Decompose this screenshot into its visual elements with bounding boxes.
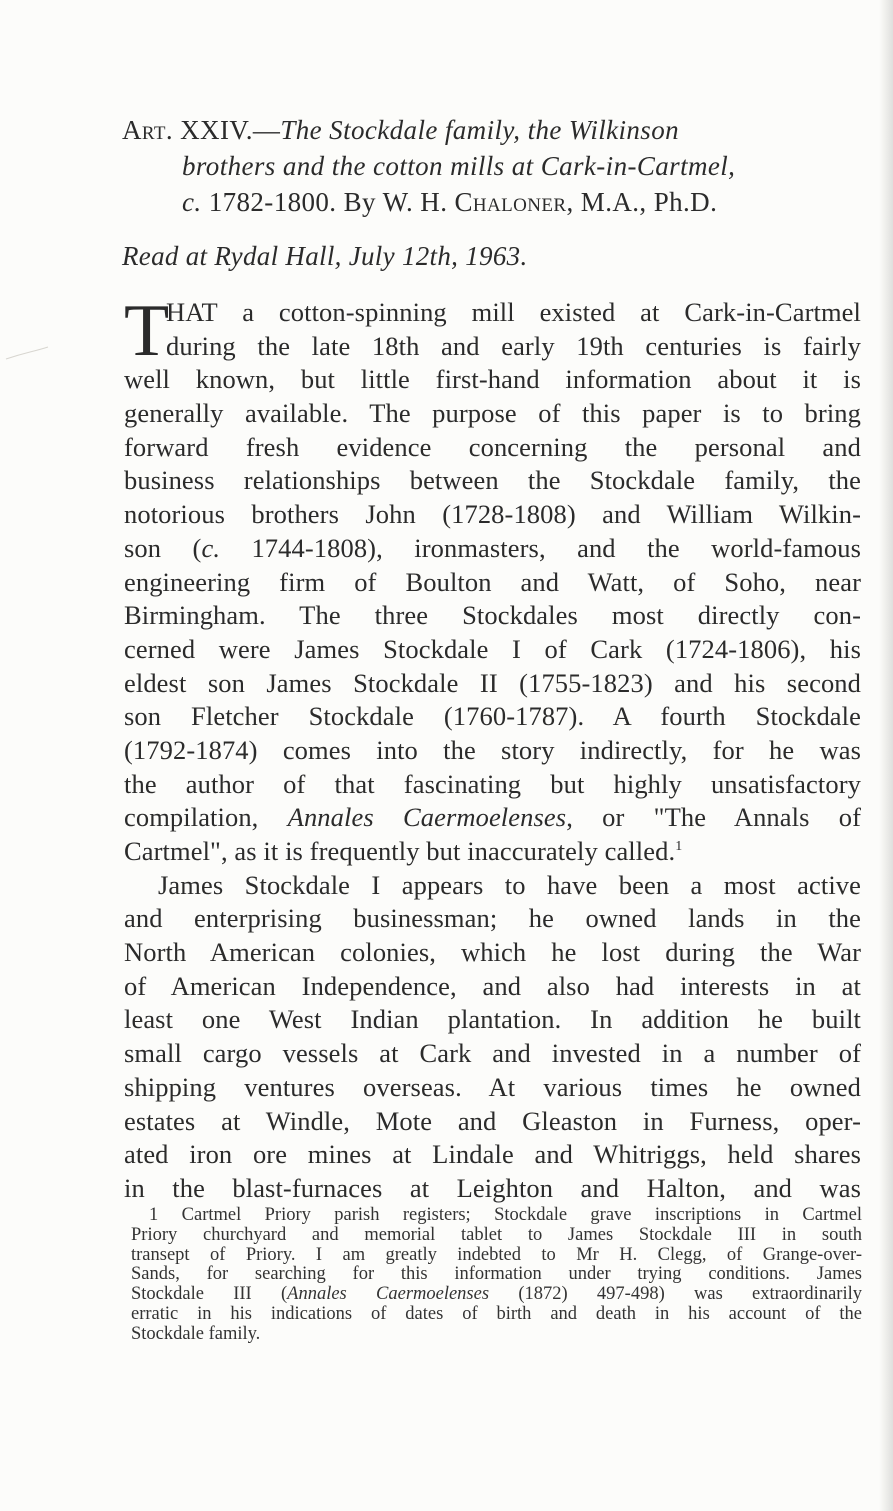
body-line-with-footnote-ref <box>124 835 861 869</box>
body-line: forward fresh evidence concerning the personal and <box>124 431 861 462</box>
body-line: small cargo vessels at Cark and invested in a number of <box>124 1038 861 1069</box>
heading-line-2 <box>122 148 852 184</box>
article-body <box>124 296 861 1206</box>
footnote-number: 1 <box>149 1205 159 1225</box>
body-line: notorious brothers John (1728-1808) and William Wilkin- <box>124 499 861 530</box>
footnote-line <box>131 1206 862 1226</box>
body-line: business relationships between the Stockdale family, the <box>124 465 861 496</box>
footnote-line: Sands, for searching for this information under trying conditions. James <box>131 1264 862 1285</box>
footnote-line: transept of Priory. I am greatly indebted to Mr H. Clegg, of Grange-over- <box>131 1244 862 1265</box>
footnote-line: erratic in his indications of dates of birth and death in his account of the <box>131 1303 862 1324</box>
footnote-line: Priory churchyard and memorial tablet to James Stockdale III in south <box>131 1224 862 1245</box>
body-line: (1792-1874) comes into the story indirectly, for he was <box>124 734 861 765</box>
article-number: XXIV.— <box>180 115 281 145</box>
body-line: HAT a cotton-spinning mill existed at Cark-in-Cartmel <box>166 297 861 327</box>
footnote-line: Stockdale family. <box>131 1323 261 1344</box>
body-line: and enterprising businessman; he owned lands in the <box>124 903 861 934</box>
body-line: North American colonies, which he lost during the War <box>124 937 861 968</box>
body-line: estates at Windle, Mote and Gleaston in Furness, oper- <box>124 1105 861 1136</box>
author-degrees: , M.A., Ph.D. <box>566 187 718 217</box>
circa-mark: c. <box>182 187 202 217</box>
body-line: eldest son James Stockdale II (1755-1823) and his second <box>124 667 861 698</box>
article-label: Art. <box>122 115 173 145</box>
footnote-line: Stockdale III (Annales Caermoelenses (1872) 497-498) was extraordinarily <box>131 1284 862 1305</box>
body-line: son (c. 1744-1808), ironmasters, and the world-famous <box>124 532 862 563</box>
article-heading <box>122 112 852 220</box>
body-line: cerned were James Stockdale I of Cark (1724-1806), his <box>124 633 861 664</box>
body-line: Birmingham. The three Stockdales most directly con- <box>124 600 861 631</box>
read-at-line: Read at Rydal Hall, July 12th, 1963. <box>122 241 528 271</box>
body-line: during the late 18th and early 19th centuries is fairly <box>166 330 861 361</box>
pencil-mark <box>4 345 50 365</box>
body-line: James Stockdale I appears to have been a most active <box>158 869 861 900</box>
article-dates: 1782-1800. <box>208 187 337 217</box>
page-edge-shadow <box>879 0 893 1511</box>
body-line: in the blast-furnaces at Leighton and Halton, and was <box>124 1172 861 1203</box>
drop-cap: T <box>124 298 170 366</box>
body-line: least one West Indian plantation. In addition he built <box>124 1004 861 1035</box>
body-line: compilation, Annales Caermoelenses, or "The Annals of <box>124 802 862 833</box>
author-surname: Chaloner <box>454 187 567 217</box>
footnote-text: Cartmel Priory parish registers; Stockdale grave inscriptions in Cartmel <box>181 1205 863 1225</box>
footnote-reference[interactable]: 1 <box>675 839 683 855</box>
heading-line-1 <box>122 112 852 148</box>
heading-line-3 <box>122 184 852 220</box>
author-initials: W. H. <box>382 187 448 217</box>
footnote <box>131 1206 862 1345</box>
article-title-part-1: The Stockdale family, the Wilkinson <box>280 115 680 145</box>
body-line: Cartmel", as it is frequently but inaccurately called. <box>124 836 676 866</box>
body-line: engineering firm of Boulton and Watt, of Soho, near <box>124 566 861 597</box>
body-line: son Fletcher Stockdale (1760-1787). A fourth Stockdale <box>124 701 861 732</box>
body-line: ated iron ore mines at Lindale and Whitriggs, held shares <box>124 1139 861 1170</box>
body-line: the author of that fascinating but highly unsatisfactory <box>124 768 861 799</box>
article-title-part-2: brothers and the cotton mills at Cark-in-Cartmel, <box>182 151 736 181</box>
body-line: generally available. The purpose of this paper is to bring <box>124 398 861 429</box>
by-word: By <box>343 187 376 217</box>
body-line: of American Independence, and also had interests in at <box>124 970 861 1001</box>
body-line: shipping ventures overseas. At various times he owned <box>124 1071 861 1102</box>
body-line: well known, but little first-hand information about it is <box>124 364 861 395</box>
